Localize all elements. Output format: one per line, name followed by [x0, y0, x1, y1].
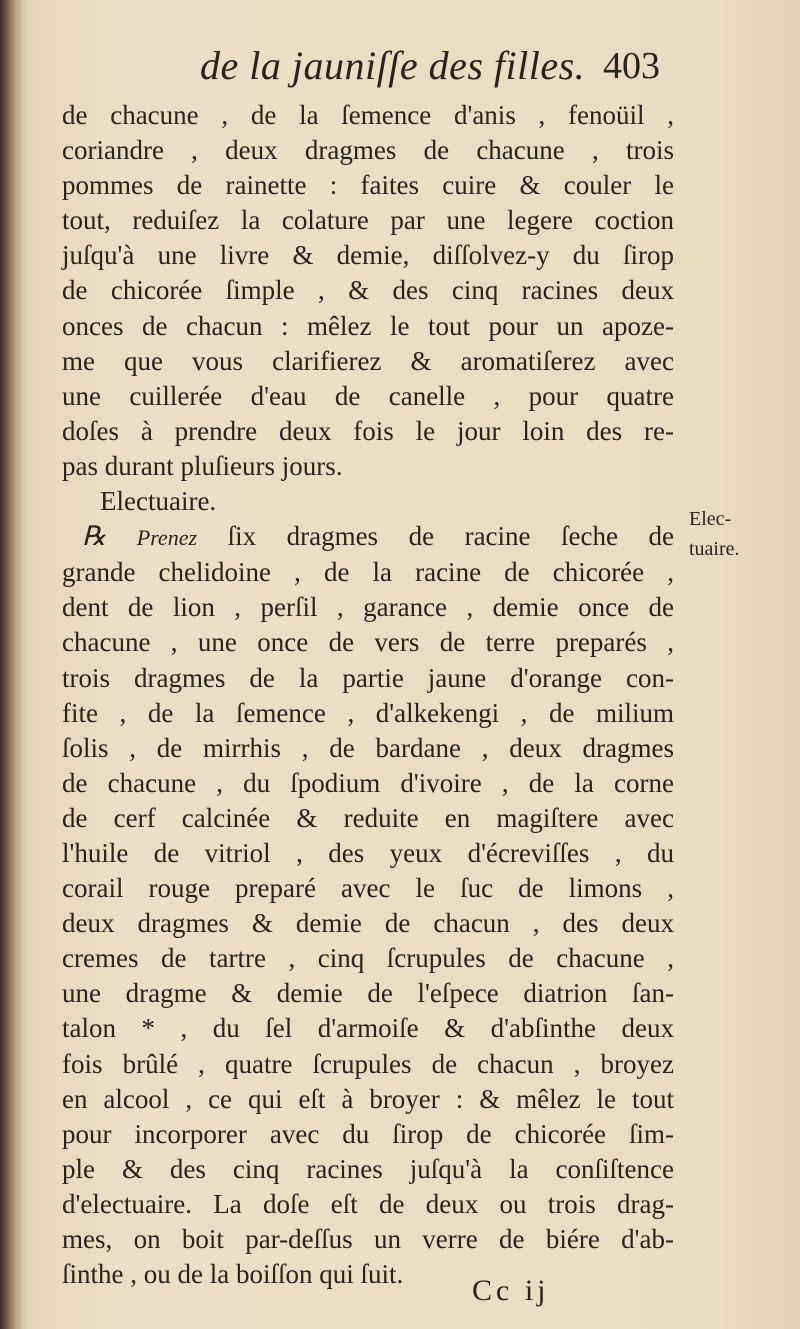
prenez-word: Prenez — [136, 525, 198, 551]
text-line: une cuillerée d'eau de canelle , pour quatre — [62, 380, 674, 411]
text-line: pas durant pluſieurs jours. — [62, 450, 343, 481]
text-line: pommes de rainette : faites cuire & couler le — [62, 170, 674, 201]
text-line: l'huile de vitriol , des yeux d'écreviſſes , du — [62, 837, 674, 868]
text-line: de chacune , de la ſemence d'anis , fenoüil , — [62, 100, 674, 130]
text-line: de cerf calcinée & reduite en magiſtere avec — [62, 802, 674, 833]
recipe-first-line-text: ſix dragmes de racine ſeche de — [227, 521, 675, 552]
text-line: de chacune , du ſpodium d'ivoire , de la corne — [62, 767, 674, 798]
text-line: ſinthe , ou de la boiſſon qui ſuit. — [62, 1259, 404, 1290]
text-line: chacune , une once de vers de terre preparés , — [62, 627, 674, 658]
text-line: d'electuaire. La doſe eſt de deux ou trois drag- — [62, 1188, 674, 1219]
text-line: grande chelidoine , de la racine de chicorée , — [62, 557, 674, 588]
running-head-title: de la jauniſſe des filles. — [200, 43, 586, 88]
text-line: mes, on boit par-deſſus un verre de biére d'ab- — [62, 1224, 674, 1254]
body-text — [62, 98, 674, 1292]
text-line: talon * , du ſel d'armoiſe & d'abſinthe deux — [62, 1013, 674, 1044]
margin-note-line: tuaire. — [689, 538, 740, 560]
text-line: deux dragmes & demie de chacun , des deux — [62, 908, 674, 939]
text-line: tout, reduiſez la colature par une legere coction — [62, 205, 674, 236]
section-heading: Electuaire. — [100, 486, 217, 517]
page-gutter-shadow — [0, 0, 26, 1329]
recipe-first-line — [62, 519, 674, 555]
margin-note — [689, 504, 789, 564]
text-line: fite , de la ſemence , d'alkekengi , de milium — [62, 697, 674, 728]
text-line: trois dragmes de la partie jaune d'orange con- — [62, 662, 674, 693]
margin-note-line: Elec- — [689, 508, 732, 530]
text-line: une dragme & demie de l'eſpece diatrion ſan- — [62, 978, 674, 1009]
recipe-symbol: ℞ — [82, 521, 107, 552]
text-line: coriandre , deux dragmes de chacune , trois — [62, 135, 674, 166]
text-line: corail rouge preparé avec le ſuc de limons , — [62, 873, 674, 904]
text-line: de chicorée ſimple , & des cinq racines deux — [62, 275, 674, 306]
text-line: pour incorporer avec du ſirop de chicorée ſim- — [62, 1118, 674, 1149]
running-head — [200, 42, 660, 94]
text-line: ſolis , de mirrhis , de bardane , deux dragmes — [62, 732, 674, 763]
page-number: 403 — [603, 45, 660, 87]
text-line: ple & des cinq racines juſqu'à la conſiſtence — [62, 1153, 674, 1184]
text-line: en alcool , ce qui eſt à broyer : & mêlez le tout — [62, 1083, 674, 1114]
text-line: juſqu'à une livre & demie, diſſolvez-y du ſirop — [62, 240, 674, 271]
text-line: fois brûlé , quatre ſcrupules de chacun , broyez — [62, 1048, 674, 1079]
text-line: me que vous clarifierez & aromatiſerez avec — [62, 345, 674, 376]
text-line: doſes à prendre deux fois le jour loin des re- — [62, 415, 674, 446]
text-line: cremes de tartre , cinq ſcrupules de chacune , — [62, 943, 674, 974]
text-line: onces de chacun : mêlez le tout pour un apoze- — [62, 310, 674, 341]
signature-mark: Cc ij — [472, 1274, 550, 1307]
text-line: dent de lion , perſil , garance , demie once de — [62, 592, 674, 623]
